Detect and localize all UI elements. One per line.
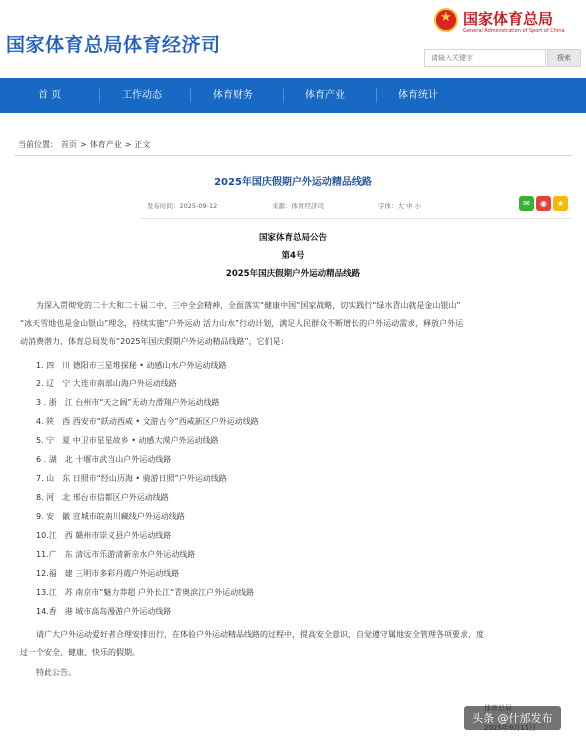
source-watermark: 头条 @什邡发布 — [464, 706, 561, 730]
nav-item-home[interactable]: 首 页 — [38, 90, 62, 101]
breadcrumb-current: 正文 — [134, 140, 151, 149]
wechat-share-icon[interactable]: ✉ — [519, 196, 534, 211]
article-source: 来源：体育经济司 — [272, 202, 324, 210]
breadcrumb-sport-industry[interactable]: 体育产业 — [89, 140, 122, 149]
route-item: 6 . 湖 北 十堰市武当山户外运动线路 — [36, 455, 172, 464]
breadcrumb-separator: > — [80, 140, 87, 149]
breadcrumb — [18, 139, 153, 150]
announcement-text: 特此公告。 — [36, 668, 76, 677]
nav-item-sport-industry[interactable]: 体育产业 — [305, 90, 345, 101]
search-input[interactable] — [424, 49, 546, 67]
breadcrumb-divider — [14, 155, 572, 156]
route-item: 13.江 苏 南京市“魅力莽超 户外长江”青奥滨江户外运动线路 — [36, 588, 255, 597]
route-item: 14.香 港 城市高岛漫游户外运动线路 — [36, 607, 172, 616]
breadcrumb-home[interactable]: 首页 — [61, 140, 77, 149]
route-item: 8. 河 北 邢台市信都区户外运动线路 — [36, 493, 169, 502]
nav-divider — [376, 88, 377, 103]
main-nav — [0, 78, 586, 113]
font-size-switcher[interactable]: 字体：大 中 小 — [378, 202, 422, 210]
breadcrumb-separator: > — [124, 140, 132, 149]
nav-divider — [283, 88, 284, 103]
qzone-share-icon[interactable]: ★ — [553, 196, 568, 211]
search-button[interactable]: 搜索 — [547, 49, 581, 67]
nav-divider — [190, 88, 191, 103]
nav-item-sport-finance[interactable]: 体育财务 — [213, 90, 253, 101]
national-emblem-icon — [434, 8, 458, 32]
meta-divider — [140, 218, 572, 219]
breadcrumb-label: 当前位置： — [18, 140, 58, 149]
intro-line: “冰天雪地也是金山银山”理念，持续实施“户外运动 活力山水”行动计划，满足人民群众不断增长的户外运动需求，释放户外运 — [20, 319, 464, 328]
doc-number: 第4号 — [281, 251, 305, 261]
route-item: 4. 陕 西 西安市“跃动西咸 • 文游古今”西咸新区户外运动线路 — [36, 417, 259, 426]
brand-name-english: General Administration of Sport of China — [463, 28, 565, 34]
route-item: 3 . 浙 江 台州市“天之阔”无动力滑翔户外运动线路 — [36, 398, 220, 407]
doc-title: 2025年国庆假期户外运动精品线路 — [225, 269, 361, 279]
doc-issuer: 国家体育总局公告 — [258, 233, 327, 243]
intro-line: 为深入贯彻党的二十大和二十届二中、三中全会精神，全面落实“健康中国”国家战略，切实践行“绿水青山就是金山银山” — [36, 301, 461, 310]
site-header — [0, 0, 586, 78]
article-title: 2025年国庆假期户外运动精品线路 — [214, 177, 372, 188]
publish-date: 发布时间：2025-09-12 — [147, 202, 218, 210]
route-item: 12.福 建 三明市多彩丹霞户外运动线路 — [36, 569, 180, 578]
site-title[interactable]: 国家体育总局体育经济司 — [6, 34, 221, 56]
nav-item-sport-statistics[interactable]: 体育统计 — [398, 90, 438, 101]
nav-item-work-news[interactable]: 工作动态 — [122, 90, 162, 101]
route-item: 7. 山 东 日照市“经山历海 • 骑游日照”户外运动线路 — [36, 474, 227, 483]
closing-line: 过一个安全、健康、快乐的假期。 — [20, 648, 140, 657]
weibo-share-icon[interactable]: ◉ — [536, 196, 551, 211]
route-item: 1. 四 川 德阳市三星堆探秘 • 动感山水户外运动线路 — [36, 361, 227, 370]
route-item: 5. 宁 夏 中卫市星星故乡 • 动感大漠户外运动线路 — [36, 436, 219, 445]
intro-line: 动消费潜力，体育总局发布“2025年国庆假期户外运动精品线路”，它们是： — [20, 337, 289, 346]
route-item: 9. 安 徽 宣城市皖南川藏线户外运动线路 — [36, 512, 185, 521]
route-item: 10.江 西 赣州市崇义县户外运动线路 — [36, 531, 172, 540]
nav-divider — [99, 88, 100, 103]
brand-name[interactable]: 国家体育总局 — [463, 10, 554, 28]
route-item: 2. 辽 宁 大连市南部山海户外运动线路 — [36, 379, 177, 388]
closing-line: 请广大户外运动爱好者合理安排出行，在体验户外运动精品线路的过程中，提高安全意识，自觉遵守属地安全管理各项要求，度 — [36, 630, 484, 639]
route-item: 11.广 东 清远市乐游清新亲水户外运动线路 — [36, 550, 196, 559]
